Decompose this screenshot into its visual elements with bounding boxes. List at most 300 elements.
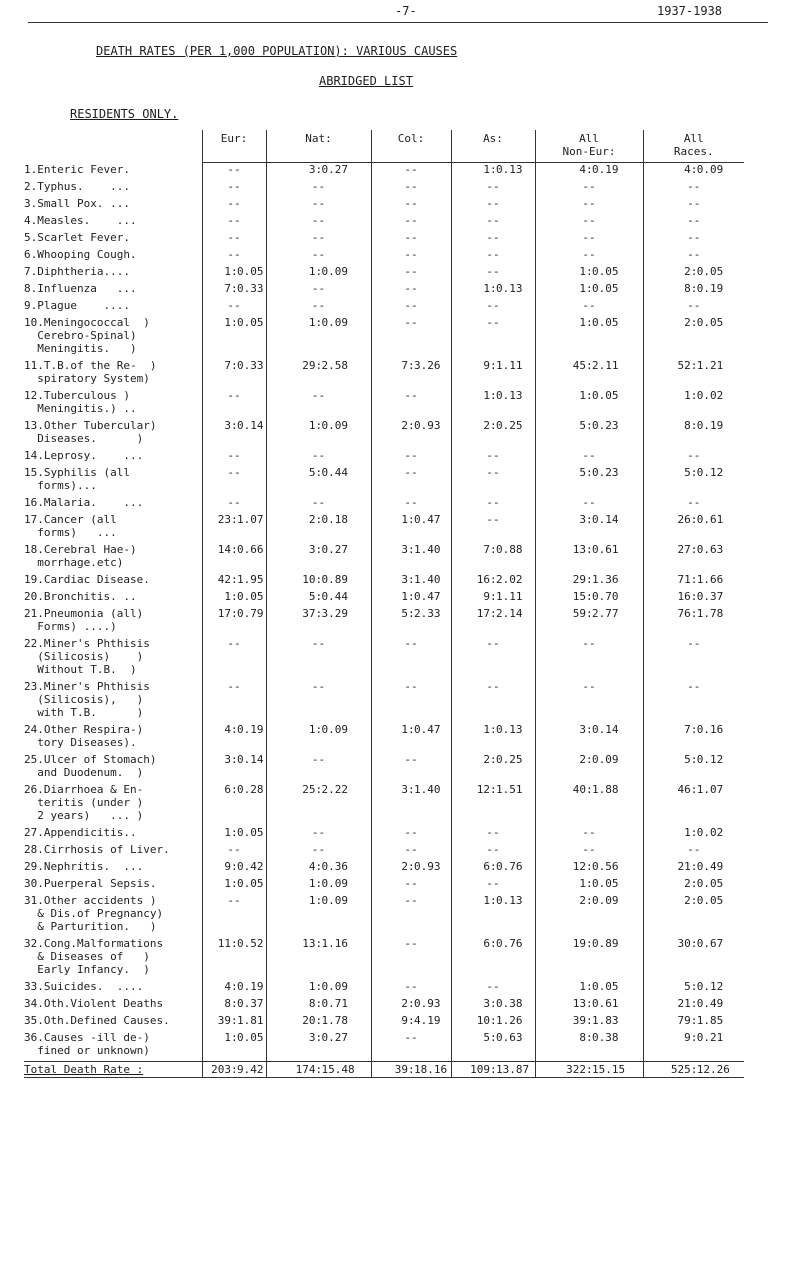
- death-rate: 0.70: [592, 590, 619, 603]
- cause-label: 11.T.B.of the Re- ) spiratory System): [24, 359, 157, 385]
- death-count: 4: [684, 163, 691, 176]
- no-deaths-dash: --: [404, 449, 418, 462]
- rate-cell: [371, 937, 451, 980]
- cell-separator: :: [231, 573, 238, 586]
- rate-cell: [643, 299, 744, 316]
- cell-separator: :: [231, 265, 238, 278]
- table-row: [24, 590, 744, 607]
- cell-separator: :: [490, 1063, 497, 1076]
- no-deaths-dash: --: [486, 637, 500, 650]
- death-rate: 0.61: [592, 543, 619, 556]
- cell-separator: :: [690, 316, 698, 329]
- rate-cell: [451, 389, 535, 419]
- cause-label: 4.Measles. ...: [24, 214, 137, 227]
- death-count: 5: [579, 466, 586, 479]
- death-count: 2: [684, 265, 691, 278]
- death-count: 46: [677, 783, 691, 796]
- rate-cell: [371, 180, 451, 197]
- death-count: 16: [677, 590, 691, 603]
- no-deaths-dash: --: [486, 513, 500, 526]
- column-header: Eur:: [202, 130, 266, 163]
- cell-separator: :: [315, 894, 323, 907]
- death-rate: 0.05: [592, 316, 619, 329]
- rate-cell: [643, 265, 744, 282]
- rate-cell: [535, 197, 643, 214]
- rate-cell: [535, 466, 643, 496]
- death-count: 3: [483, 997, 490, 1010]
- death-count: 37: [302, 607, 316, 620]
- rate-cell: [643, 680, 744, 723]
- death-rate: 0.14: [237, 419, 264, 432]
- death-rate: 1.40: [414, 543, 441, 556]
- death-count: 26: [677, 513, 691, 526]
- cause-label: 25.Ulcer of Stomach) and Duodenum. ): [24, 753, 157, 779]
- table-body: [24, 163, 744, 1078]
- rate-cell: [535, 1014, 643, 1031]
- death-rate: 0.14: [592, 723, 619, 736]
- cause-label: 7.Diphtheria....: [24, 265, 130, 278]
- cell-separator: :: [315, 419, 323, 432]
- cell-separator: :: [315, 1063, 323, 1076]
- death-count: 71: [677, 573, 691, 586]
- rate-cell: [371, 843, 451, 860]
- death-count: 8: [224, 997, 231, 1010]
- cell-separator: :: [690, 877, 698, 890]
- cell-separator: :: [586, 590, 593, 603]
- rate-cell: [535, 783, 643, 826]
- death-count: 21: [677, 860, 691, 873]
- table-row: [24, 389, 744, 419]
- death-rate: 0.19: [592, 163, 619, 176]
- rate-cell: [202, 389, 266, 419]
- rate-cell: [266, 753, 371, 783]
- rate-cell: [371, 753, 451, 783]
- cell-separator: :: [586, 389, 593, 402]
- rate-cell: [202, 980, 266, 997]
- rate-cell: [202, 299, 266, 316]
- no-deaths-dash: --: [404, 180, 418, 193]
- death-count: 1: [483, 282, 490, 295]
- death-count: 2: [401, 419, 408, 432]
- death-rate: 0.05: [237, 877, 264, 890]
- death-count: 3: [308, 163, 316, 176]
- death-rate: 0.23: [592, 466, 619, 479]
- rate-cell: [371, 543, 451, 573]
- no-deaths-dash: --: [227, 197, 241, 210]
- death-rate: 0.13: [496, 163, 523, 176]
- cause-label: 35.Oth.Defined Causes.: [24, 1014, 170, 1027]
- cell-separator: :: [315, 316, 323, 329]
- rate-cell: [371, 997, 451, 1014]
- cell-separator: :: [231, 937, 238, 950]
- rate-cell: [451, 680, 535, 723]
- table-row: [24, 419, 744, 449]
- cell-separator: :: [231, 753, 238, 766]
- death-rate: 0.12: [696, 753, 724, 766]
- rate-cell: [202, 1062, 266, 1078]
- no-deaths-dash: --: [311, 843, 326, 856]
- death-count: 525: [670, 1063, 691, 1076]
- rate-cell: [371, 214, 451, 231]
- no-deaths-dash: --: [687, 843, 701, 856]
- cause-label: 19.Cardiac Disease.: [24, 573, 150, 586]
- no-deaths-dash: --: [486, 265, 500, 278]
- rate-cell: [266, 877, 371, 894]
- no-deaths-dash: --: [404, 248, 418, 261]
- no-deaths-dash: --: [311, 637, 326, 650]
- death-rate: 2.22: [321, 783, 348, 796]
- cell-separator: :: [490, 783, 497, 796]
- rate-cell: [371, 573, 451, 590]
- rate-cell: [451, 248, 535, 265]
- cause-label: 17.Cancer (all forms) ...: [24, 513, 117, 539]
- death-rate: 0.25: [496, 419, 523, 432]
- rate-cell: [535, 513, 643, 543]
- death-rate: 0.09: [696, 163, 724, 176]
- death-count: 1: [308, 894, 316, 907]
- cause-label: 6.Whooping Cough.: [24, 248, 137, 261]
- cause-label: 8.Influenza ...: [24, 282, 137, 295]
- no-deaths-dash: --: [687, 496, 701, 509]
- death-rate: 0.05: [237, 590, 264, 603]
- rate-cell: [371, 449, 451, 466]
- rate-cell: [202, 180, 266, 197]
- cell-separator: :: [315, 359, 323, 372]
- death-count: 15: [572, 590, 586, 603]
- rate-cell: [535, 496, 643, 513]
- cell-separator: :: [690, 513, 698, 526]
- death-count: 174: [295, 1063, 316, 1076]
- death-rate: 0.47: [414, 723, 441, 736]
- cell-separator: :: [586, 1014, 593, 1027]
- cause-label: 9.Plague ....: [24, 299, 130, 312]
- rate-cell: [451, 843, 535, 860]
- cell-separator: :: [690, 389, 698, 402]
- death-count: 16: [476, 573, 490, 586]
- death-count: 1: [308, 419, 316, 432]
- table-row: [24, 180, 744, 197]
- death-rate: 2.77: [592, 607, 619, 620]
- table-row: [24, 860, 744, 877]
- column-header: All Races.: [643, 130, 744, 163]
- cell-separator: :: [315, 265, 323, 278]
- death-rate: 0.09: [592, 894, 619, 907]
- death-rate: 0.42: [237, 860, 264, 873]
- cell-separator: :: [586, 860, 593, 873]
- rate-cell: [643, 359, 744, 389]
- death-rate: 2.02: [496, 573, 523, 586]
- cell-separator: :: [490, 163, 497, 176]
- death-rate: 1.40: [414, 573, 441, 586]
- cell-separator: :: [315, 513, 323, 526]
- death-count: 5: [684, 980, 691, 993]
- death-rate: 0.89: [592, 937, 619, 950]
- death-count: 1: [224, 590, 231, 603]
- death-rate: 0.05: [592, 980, 619, 993]
- rate-cell: [266, 496, 371, 513]
- cell-separator: :: [690, 753, 698, 766]
- rate-cell: [643, 466, 744, 496]
- death-rate: 1.36: [592, 573, 619, 586]
- death-count: 7: [684, 723, 691, 736]
- death-rate: 2.14: [496, 607, 523, 620]
- no-deaths-dash: --: [687, 231, 701, 244]
- death-rate: 1.85: [696, 1014, 724, 1027]
- death-count: 2: [401, 997, 408, 1010]
- cell-separator: :: [315, 543, 323, 556]
- cell-separator: :: [586, 282, 593, 295]
- cause-label: 34.Oth.Violent Deaths: [24, 997, 164, 1010]
- death-rate: 0.19: [696, 419, 724, 432]
- no-deaths-dash: --: [687, 680, 701, 693]
- rate-cell: [451, 496, 535, 513]
- rate-cell: [535, 449, 643, 466]
- death-rate: 1.95: [237, 573, 264, 586]
- rate-cell: [643, 449, 744, 466]
- cell-separator: :: [231, 826, 238, 839]
- death-count: 7: [401, 359, 408, 372]
- death-count: 10: [302, 573, 316, 586]
- rate-cell: [202, 637, 266, 680]
- no-deaths-dash: --: [227, 231, 241, 244]
- death-rate: 0.28: [237, 783, 264, 796]
- death-count: 1: [483, 163, 490, 176]
- cell-separator: :: [231, 419, 238, 432]
- death-count: 1: [483, 389, 490, 402]
- death-count: 20: [302, 1014, 316, 1027]
- no-deaths-dash: --: [486, 316, 500, 329]
- rate-cell: [202, 248, 266, 265]
- cell-separator: :: [315, 937, 323, 950]
- cell-separator: :: [408, 1063, 415, 1076]
- death-count: 14: [217, 543, 231, 556]
- cause-label: 16.Malaria. ...: [24, 496, 144, 509]
- death-count: 5: [684, 466, 691, 479]
- rate-cell: [535, 826, 643, 843]
- rate-cell: [371, 980, 451, 997]
- death-count: 2: [483, 753, 490, 766]
- rate-cell: [371, 1031, 451, 1062]
- no-deaths-dash: --: [486, 180, 500, 193]
- death-count: 1: [224, 1031, 231, 1044]
- table-row: [24, 466, 744, 496]
- death-rate: 0.49: [696, 860, 724, 873]
- death-count: 1: [224, 316, 231, 329]
- cell-separator: :: [231, 783, 238, 796]
- no-deaths-dash: --: [227, 389, 241, 402]
- death-count: 8: [684, 282, 691, 295]
- rate-cell: [535, 265, 643, 282]
- cell-separator: :: [690, 1063, 698, 1076]
- death-rate: 0.93: [414, 860, 441, 873]
- no-deaths-dash: --: [582, 637, 596, 650]
- death-count: 39: [572, 1014, 586, 1027]
- cell-separator: :: [408, 513, 415, 526]
- rate-cell: [202, 163, 266, 181]
- cell-separator: :: [490, 1014, 497, 1027]
- no-deaths-dash: --: [404, 843, 418, 856]
- rate-cell: [266, 783, 371, 826]
- cell-separator: :: [690, 980, 698, 993]
- table-row: [24, 197, 744, 214]
- cause-label: 21.Pneumonia (all) Forms) ....): [24, 607, 144, 633]
- death-rate: 1.11: [496, 359, 523, 372]
- cell-separator: :: [408, 1014, 415, 1027]
- death-count: 1: [579, 316, 586, 329]
- death-rate: 0.09: [321, 980, 348, 993]
- cause-label: 1.Enteric Fever.: [24, 162, 130, 176]
- rate-cell: [643, 248, 744, 265]
- cell-separator: :: [490, 753, 497, 766]
- death-rate: 0.52: [237, 937, 264, 950]
- no-deaths-dash: --: [687, 299, 701, 312]
- rate-cell: [643, 723, 744, 753]
- cell-separator: :: [231, 1014, 238, 1027]
- cell-separator: :: [490, 543, 497, 556]
- no-deaths-dash: --: [404, 680, 418, 693]
- rate-cell: [371, 496, 451, 513]
- rate-cell: [202, 449, 266, 466]
- cell-separator: :: [586, 783, 593, 796]
- rate-cell: [266, 449, 371, 466]
- death-rate: 0.13: [496, 282, 523, 295]
- death-rate: 0.27: [321, 1031, 348, 1044]
- no-deaths-dash: --: [404, 214, 418, 227]
- death-rate: 0.09: [321, 723, 348, 736]
- death-count: 59: [572, 607, 586, 620]
- cell-separator: :: [408, 590, 415, 603]
- death-rate: 1.88: [592, 783, 619, 796]
- cell-separator: :: [586, 359, 593, 372]
- rate-cell: [266, 843, 371, 860]
- cause-label: 23.Miner's Phthisis (Silicosis), ) with T.B. ): [24, 680, 150, 719]
- no-deaths-dash: --: [404, 282, 418, 295]
- death-rate: 0.09: [321, 316, 348, 329]
- death-rate: 0.79: [237, 607, 264, 620]
- table-row: [24, 573, 744, 590]
- rate-cell: [266, 214, 371, 231]
- rate-cell: [202, 997, 266, 1014]
- no-deaths-dash: --: [486, 214, 500, 227]
- rate-cell: [202, 680, 266, 723]
- death-rate: 0.47: [414, 513, 441, 526]
- death-rate: 0.02: [696, 826, 724, 839]
- rate-cell: [266, 265, 371, 282]
- cell-separator: :: [315, 860, 323, 873]
- death-rate: 0.37: [696, 590, 724, 603]
- death-count: 2: [308, 513, 316, 526]
- death-count: 27: [677, 543, 691, 556]
- table-row: [24, 997, 744, 1014]
- no-deaths-dash: --: [486, 826, 500, 839]
- cell-separator: :: [586, 419, 593, 432]
- no-deaths-dash: --: [582, 680, 596, 693]
- death-rate: 1.21: [696, 359, 724, 372]
- death-count: 13: [572, 997, 586, 1010]
- rate-cell: [202, 496, 266, 513]
- rate-cell: [643, 637, 744, 680]
- death-rate: 1.11: [496, 590, 523, 603]
- rate-cell: [202, 723, 266, 753]
- death-count: 17: [217, 607, 231, 620]
- no-deaths-dash: --: [404, 265, 418, 278]
- no-deaths-dash: --: [486, 231, 500, 244]
- rate-cell: [451, 877, 535, 894]
- table-row: [24, 723, 744, 753]
- cell-separator: :: [408, 543, 415, 556]
- cause-label: 31.Other accidents ) & Dis.of Pregnancy) & Parturition. ): [24, 894, 164, 933]
- death-count: 3: [308, 543, 316, 556]
- rate-cell: [535, 282, 643, 299]
- table-row: [24, 783, 744, 826]
- column-header: Nat:: [266, 130, 371, 163]
- rate-cell: [371, 299, 451, 316]
- no-deaths-dash: --: [404, 163, 418, 176]
- rate-cell: [535, 214, 643, 231]
- death-rate: 0.02: [696, 389, 724, 402]
- no-deaths-dash: --: [486, 197, 500, 210]
- rate-cell: [535, 753, 643, 783]
- no-deaths-dash: --: [227, 180, 241, 193]
- rate-cell: [202, 1031, 266, 1062]
- death-count: 5: [684, 753, 691, 766]
- rate-cell: [535, 180, 643, 197]
- rate-cell: [202, 214, 266, 231]
- death-rate: 0.05: [696, 894, 724, 907]
- rate-cell: [202, 607, 266, 637]
- rate-cell: [535, 248, 643, 265]
- rate-cell: [451, 590, 535, 607]
- rate-cell: [451, 997, 535, 1014]
- death-rate: 18.16: [414, 1063, 448, 1076]
- cell-separator: :: [586, 894, 593, 907]
- death-count: 2: [684, 316, 691, 329]
- rate-cell: [266, 573, 371, 590]
- no-deaths-dash: --: [404, 496, 418, 509]
- cell-separator: :: [490, 860, 497, 873]
- death-rate: 0.44: [321, 466, 348, 479]
- death-count: 3: [579, 723, 586, 736]
- cell-separator: :: [490, 937, 497, 950]
- death-rate: 9.42: [237, 1063, 264, 1076]
- death-rate: 1.07: [237, 513, 264, 526]
- table-row: [24, 214, 744, 231]
- death-count: 2: [684, 894, 691, 907]
- cell-separator: :: [586, 466, 593, 479]
- table-row: [24, 299, 744, 316]
- no-deaths-dash: --: [486, 980, 500, 993]
- rate-cell: [371, 877, 451, 894]
- death-rate: 0.05: [592, 877, 619, 890]
- no-deaths-dash: --: [227, 680, 241, 693]
- rate-cell: [535, 163, 643, 181]
- death-count: 5: [308, 590, 316, 603]
- death-count: 3: [401, 783, 408, 796]
- cell-separator: :: [408, 359, 415, 372]
- death-count: 9: [224, 860, 231, 873]
- rate-cell: [202, 543, 266, 573]
- no-deaths-dash: --: [486, 496, 500, 509]
- death-count: 79: [677, 1014, 691, 1027]
- cell-separator: :: [408, 860, 415, 873]
- cell-separator: :: [586, 1063, 593, 1076]
- death-rates-table: [24, 130, 744, 1078]
- death-rate: 3.29: [321, 607, 348, 620]
- rate-cell: [266, 163, 371, 181]
- rate-cell: [643, 214, 744, 231]
- death-count: 52: [677, 359, 691, 372]
- cause-label: 26.Diarrhoea & En- teritis (under ) 2 years) ... ): [24, 783, 144, 822]
